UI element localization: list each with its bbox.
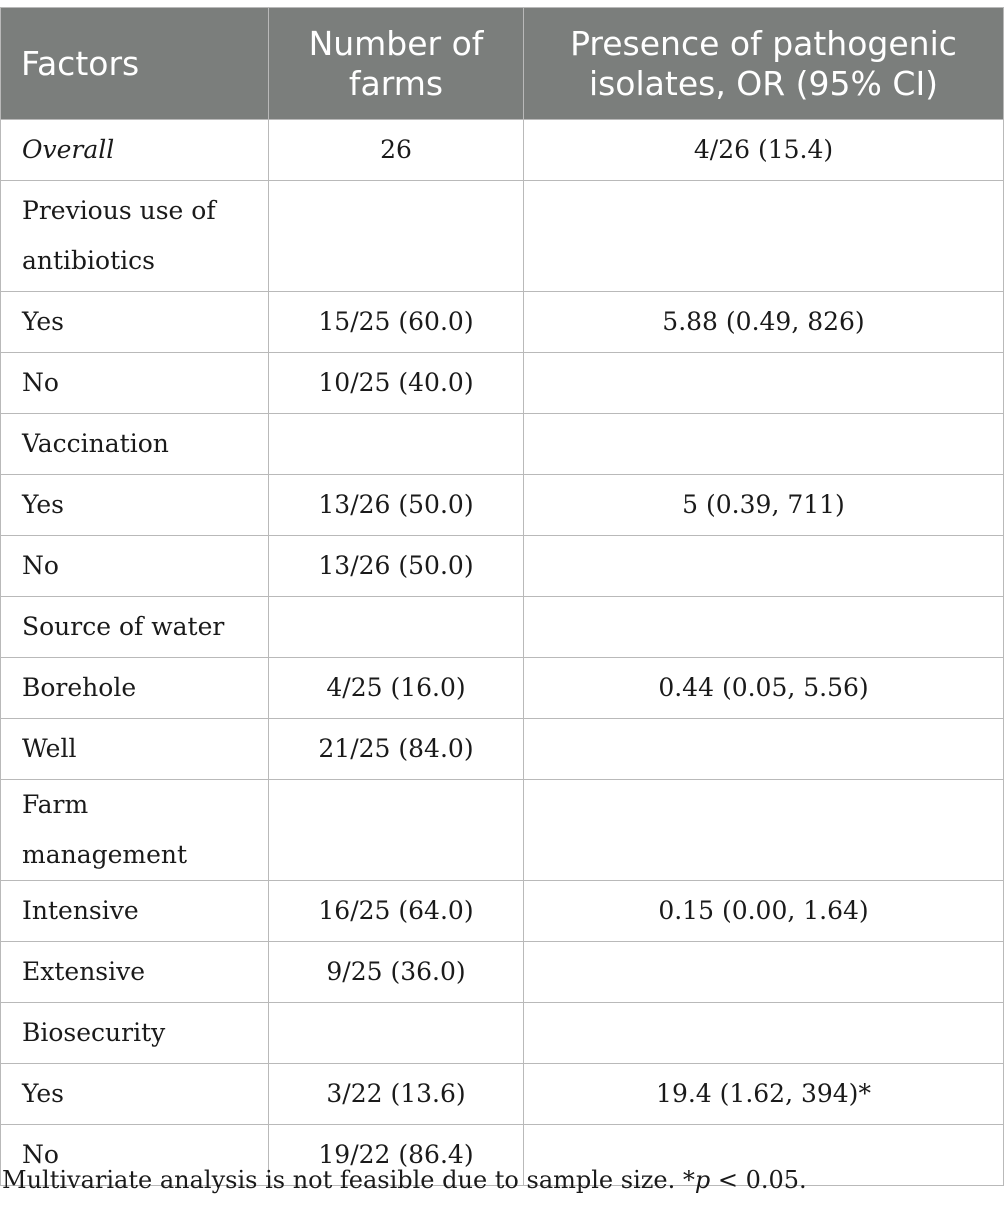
table-row — [1, 292, 1004, 353]
farms-cell: 16/25 (64.0) — [269, 881, 524, 942]
farms-cell: 4/25 (16.0) — [269, 658, 524, 719]
factor-cell: Extensive — [1, 942, 269, 1003]
farms-cell: 9/25 (36.0) — [269, 942, 524, 1003]
odds-ratio-cell: 0.15 (0.00, 1.64) — [524, 881, 1004, 942]
table-row — [1, 1003, 1004, 1064]
farms-cell — [269, 597, 524, 658]
odds-ratio-cell — [524, 1003, 1004, 1064]
odds-ratio-cell: 4/26 (15.4) — [524, 120, 1004, 181]
header-factors: Factors — [1, 8, 269, 120]
table-row — [1, 658, 1004, 719]
factor-cell: No — [1, 536, 269, 597]
odds-ratio-cell — [524, 414, 1004, 475]
factor-cell: Source of water — [1, 597, 269, 658]
odds-ratio-cell — [524, 597, 1004, 658]
factor-cell: Yes — [1, 475, 269, 536]
odds-ratio-cell — [524, 181, 1004, 292]
footnote-text: Multivariate analysis is not feasible due to sample size. * — [2, 1166, 695, 1194]
factor-cell: No — [1, 353, 269, 414]
table-row — [1, 475, 1004, 536]
farms-cell: 15/25 (60.0) — [269, 292, 524, 353]
farms-cell — [269, 181, 524, 292]
table-row — [1, 353, 1004, 414]
factor-cell: Previous use of antibiotics — [1, 181, 269, 292]
table-row — [1, 414, 1004, 475]
factor-cell: Biosecurity — [1, 1003, 269, 1064]
table-row — [1, 536, 1004, 597]
odds-ratio-cell — [524, 719, 1004, 780]
farms-cell: 13/26 (50.0) — [269, 536, 524, 597]
farms-cell: 10/25 (40.0) — [269, 353, 524, 414]
farms-cell: 19/22 (86.4) — [269, 1125, 524, 1186]
factor-cell: Yes — [1, 1064, 269, 1125]
farms-cell: 21/25 (84.0) — [269, 719, 524, 780]
table-row — [1, 942, 1004, 1003]
table-row — [1, 181, 1004, 292]
factor-cell: No — [1, 1125, 269, 1186]
factor-cell: Overall — [1, 120, 269, 181]
table-row — [1, 597, 1004, 658]
factor-cell: Intensive — [1, 881, 269, 942]
odds-ratio-cell — [524, 780, 1004, 881]
odds-ratio-cell: 5 (0.39, 711) — [524, 475, 1004, 536]
table-row — [1, 881, 1004, 942]
header-number-of-farms: Number of farms — [269, 8, 524, 120]
farms-cell: 3/22 (13.6) — [269, 1064, 524, 1125]
header-odds-ratio: Presence of pathogenic isolates, OR (95% CI) — [524, 8, 1004, 120]
farms-cell — [269, 780, 524, 881]
table-row — [1, 719, 1004, 780]
footnote-threshold: < 0.05. — [710, 1166, 807, 1194]
factor-cell: Yes — [1, 292, 269, 353]
factor-cell: Well — [1, 719, 269, 780]
odds-ratio-cell — [524, 536, 1004, 597]
results-table — [0, 7, 1004, 1186]
farms-cell — [269, 1003, 524, 1064]
odds-ratio-cell: 19.4 (1.62, 394)* — [524, 1064, 1004, 1125]
odds-ratio-cell: 5.88 (0.49, 826) — [524, 292, 1004, 353]
odds-ratio-cell — [524, 942, 1004, 1003]
header-row — [1, 8, 1004, 120]
odds-ratio-cell — [524, 353, 1004, 414]
farms-cell — [269, 414, 524, 475]
table-footnote — [2, 1166, 807, 1194]
table-row — [1, 120, 1004, 181]
table-row — [1, 1064, 1004, 1125]
table-row — [1, 780, 1004, 881]
farms-cell: 13/26 (50.0) — [269, 475, 524, 536]
factor-cell: Vaccination — [1, 414, 269, 475]
factor-cell: Borehole — [1, 658, 269, 719]
factor-cell: Farm management — [1, 780, 269, 881]
odds-ratio-cell: 0.44 (0.05, 5.56) — [524, 658, 1004, 719]
footnote-p-symbol: p — [694, 1166, 711, 1194]
farms-cell: 26 — [269, 120, 524, 181]
